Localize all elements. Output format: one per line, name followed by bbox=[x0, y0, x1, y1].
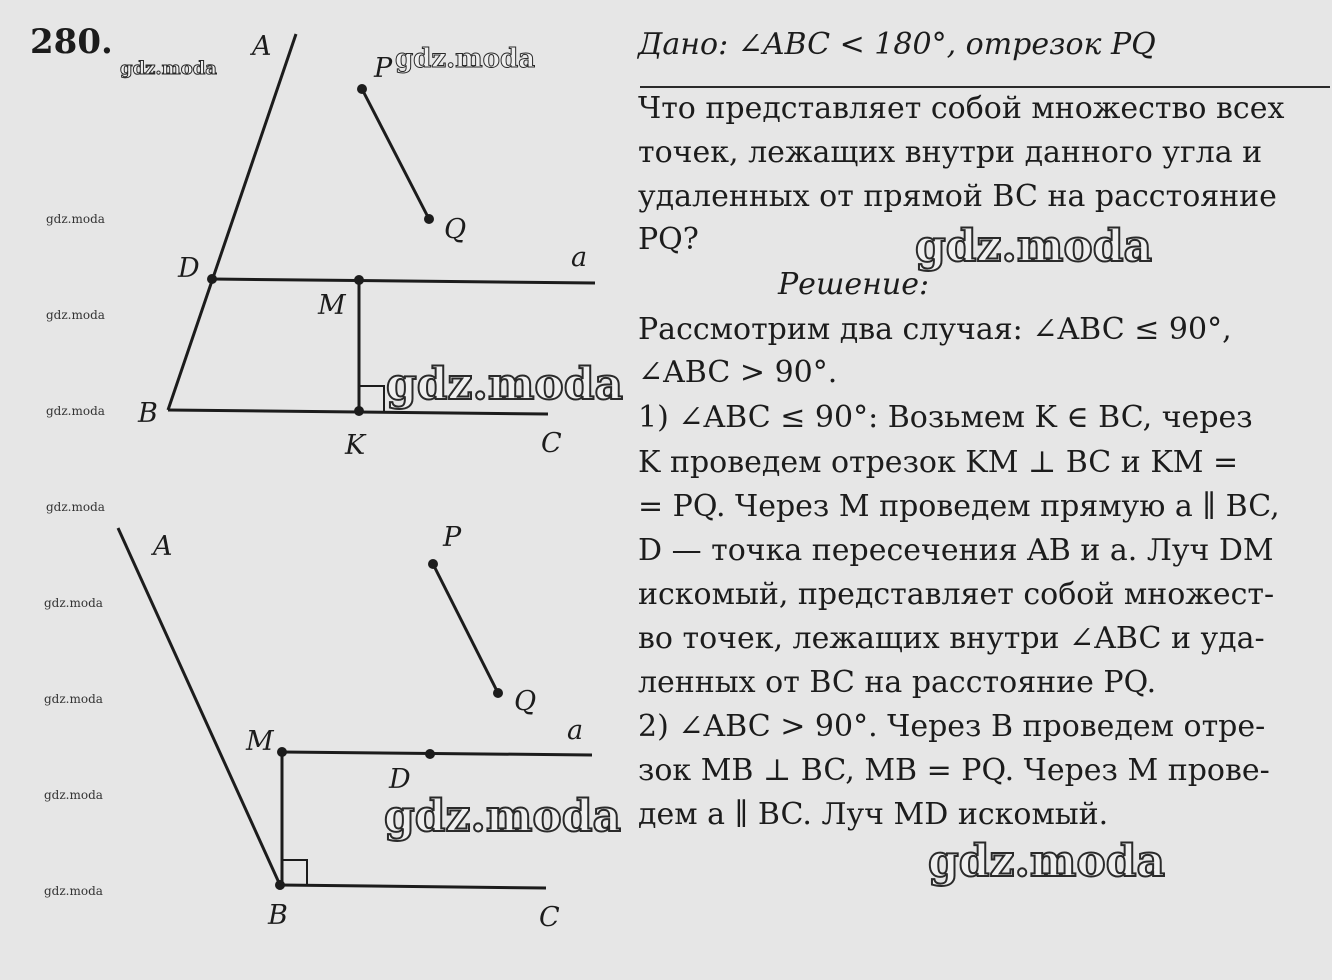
given-line: Дано: ∠ABC < 180°, отрезок PQ bbox=[638, 27, 1156, 62]
fig1-label-P: P bbox=[374, 53, 393, 84]
solution-line-11: зок MB ⊥ BC, MB = PQ. Через M прове- bbox=[638, 753, 1270, 788]
question-line-3: удаленных от прямой BC на расстояние bbox=[638, 179, 1277, 214]
solution-line-1: Рассмотрим два случая: ∠ABC ≤ 90°, bbox=[638, 312, 1232, 347]
fig2-line-a bbox=[282, 752, 592, 755]
solution-line-7: искомый, представляет собой множест- bbox=[638, 577, 1275, 612]
solution-line-4: K проведем отрезок KM ⊥ BC и KM = bbox=[638, 445, 1239, 480]
fig2-point-Q bbox=[493, 688, 503, 698]
question-line-4: PQ? bbox=[638, 222, 699, 257]
fig2-right-angle-mark bbox=[282, 860, 307, 885]
fig2-ray-BC bbox=[280, 885, 546, 888]
solution-line-3: 1) ∠ABC ≤ 90°: Возьмем K ∈ BC, через bbox=[638, 400, 1253, 435]
fig2-point-M bbox=[277, 747, 287, 757]
fig1-label-Q: Q bbox=[444, 214, 467, 245]
fig1-point-D bbox=[207, 274, 217, 284]
question-line-1: Что представляет собой множество всех bbox=[638, 91, 1285, 126]
fig1-label-a: a bbox=[571, 242, 588, 273]
watermark-large: gdz.moda bbox=[386, 359, 624, 410]
question-line-2: точек, лежащих внутри данного угла и bbox=[638, 135, 1263, 170]
fig1-label-D: D bbox=[178, 253, 200, 284]
watermark-small: gdz.moda bbox=[44, 788, 103, 802]
watermark-small: gdz.moda bbox=[44, 884, 103, 898]
watermark-small: gdz.moda bbox=[46, 212, 105, 226]
solution-line-10: 2) ∠ABC > 90°. Через B проведем отре- bbox=[638, 709, 1266, 744]
fig1-label-A: A bbox=[252, 31, 272, 62]
problem-number: 280. bbox=[30, 22, 113, 62]
watermark-small: gdz.moda bbox=[44, 596, 103, 610]
fig1-line-a bbox=[212, 279, 595, 283]
solution-line-12: дем a ∥ BC. Луч MD искомый. bbox=[638, 797, 1109, 832]
watermark-large: gdz.moda bbox=[384, 791, 622, 842]
header-underline bbox=[640, 86, 1330, 88]
fig2-label-A: A bbox=[153, 531, 173, 562]
figure-1 bbox=[168, 31, 595, 414]
watermark-large: gdz.moda bbox=[928, 836, 1166, 887]
watermark-small: gdz.moda bbox=[46, 500, 105, 514]
fig1-point-K bbox=[354, 406, 364, 416]
fig2-segment-PQ bbox=[433, 564, 498, 693]
fig1-point-Q bbox=[424, 214, 434, 224]
fig1-point-P bbox=[357, 84, 367, 94]
solution-line-2: ∠ABC > 90°. bbox=[638, 355, 838, 390]
watermark-large: gdz.moda bbox=[120, 58, 217, 79]
watermark-large: gdz.moda bbox=[915, 221, 1153, 272]
fig2-ray-BA bbox=[118, 528, 280, 885]
fig2-point-B bbox=[275, 880, 285, 890]
watermark-small: gdz.moda bbox=[46, 308, 105, 322]
fig2-label-Q: Q bbox=[514, 686, 537, 717]
fig1-ray-BA bbox=[168, 31, 296, 410]
solution-line-5: = PQ. Через M проведем прямую a ∥ BC, bbox=[638, 489, 1280, 524]
fig2-label-P: P bbox=[443, 522, 462, 553]
fig1-label-B: B bbox=[138, 398, 158, 429]
fig1-label-K: K bbox=[345, 430, 366, 461]
fig2-label-C: C bbox=[539, 902, 560, 933]
solution-heading: Решение: bbox=[778, 267, 930, 302]
solution-line-9: ленных от BC на расстояние PQ. bbox=[638, 665, 1157, 700]
fig1-label-C: C bbox=[541, 428, 562, 459]
watermark-large: gdz.moda bbox=[395, 44, 536, 74]
fig1-segment-PQ bbox=[362, 89, 429, 219]
fig2-label-a: a bbox=[567, 715, 584, 746]
fig1-label-M: M bbox=[318, 290, 346, 321]
solution-line-8: во точек, лежащих внутри ∠ABC и уда- bbox=[638, 621, 1265, 656]
fig2-point-P bbox=[428, 559, 438, 569]
fig1-point-M bbox=[354, 275, 364, 285]
fig1-right-angle-mark bbox=[359, 386, 384, 411]
fig2-label-B: B bbox=[268, 900, 288, 931]
watermark-small: gdz.moda bbox=[44, 692, 103, 706]
fig2-point-D bbox=[425, 749, 435, 759]
fig2-label-M: M bbox=[246, 726, 274, 757]
solution-line-6: D — точка пересечения AB и a. Луч DM bbox=[638, 533, 1274, 568]
fig2-label-D: D bbox=[389, 764, 411, 795]
watermark-small: gdz.moda bbox=[46, 404, 105, 418]
